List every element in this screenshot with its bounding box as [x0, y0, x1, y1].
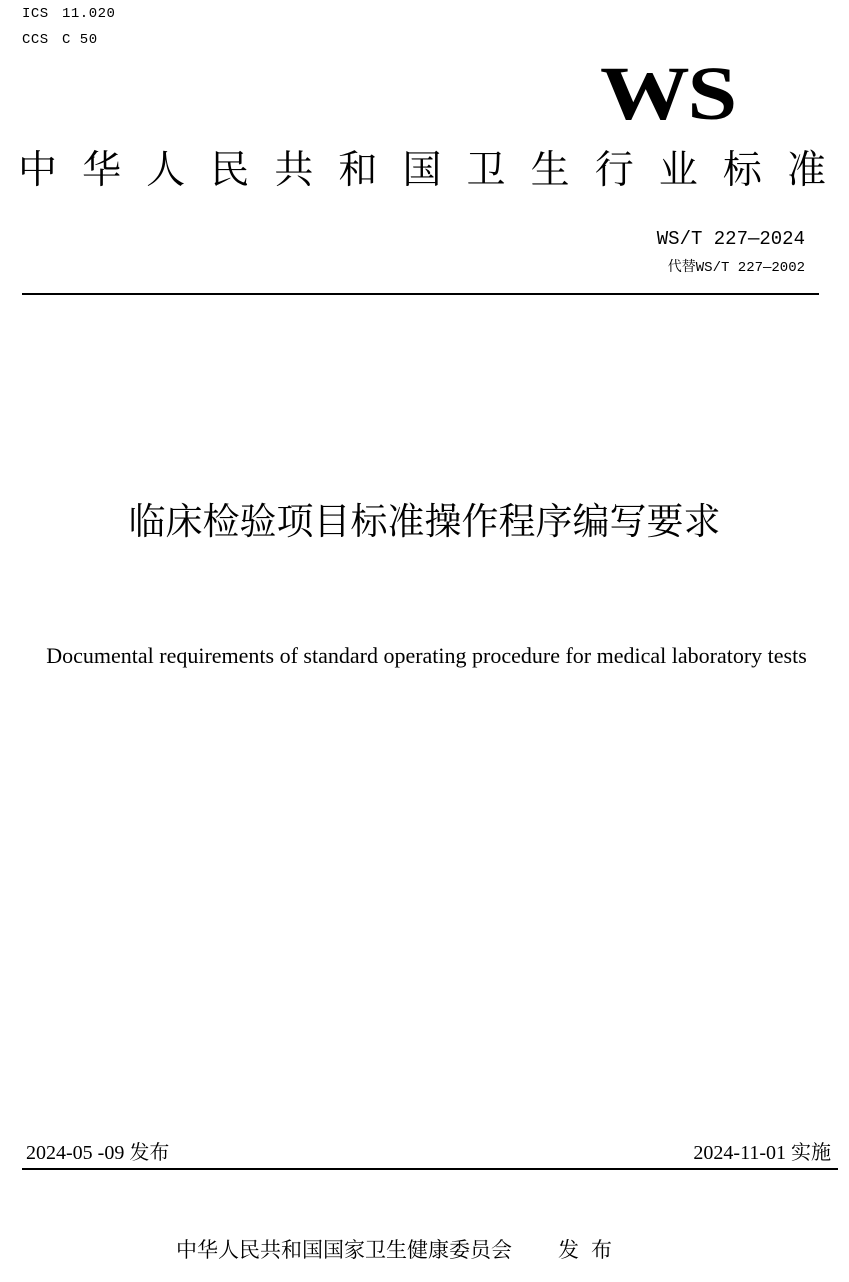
standard-category-title	[18, 148, 826, 194]
release-date: 2024-05 -09	[26, 1142, 125, 1164]
replaces-standard: 代替WS/T 227—2002	[667, 260, 805, 276]
category-char: 华	[82, 148, 122, 193]
category-char: 业	[658, 148, 698, 193]
ccs-value: C 50	[62, 32, 98, 48]
category-char: 卫	[466, 148, 506, 193]
category-char: 中	[18, 148, 58, 193]
issuer-line	[176, 1236, 612, 1264]
document-title-en: Documental requirements of standard operating procedure for medical laboratory tests	[46, 643, 807, 668]
implement-date-line	[693, 1139, 831, 1166]
ccs-classification	[22, 32, 98, 48]
release-label: 发布	[129, 1140, 170, 1164]
category-char: 和	[338, 148, 378, 193]
ics-label: ICS	[22, 6, 49, 22]
header-divider	[22, 293, 819, 295]
category-char: 准	[786, 148, 826, 193]
category-char: 民	[210, 148, 250, 193]
issuer-action-1: 发	[558, 1238, 579, 1262]
category-char: 人	[146, 148, 186, 193]
issuer-name: 中华人民共和国国家卫生健康委员会	[176, 1238, 512, 1262]
document-title-zh: 临床检验项目标准操作程序编写要求	[128, 500, 721, 543]
implement-label: 实施	[791, 1140, 831, 1164]
implement-date: 2024-11-01	[693, 1142, 786, 1164]
ics-value: 11.020	[62, 6, 116, 22]
release-date-line	[26, 1139, 169, 1166]
ccs-label: CCS	[22, 32, 49, 48]
category-char: 标	[722, 148, 762, 193]
footer-divider	[22, 1168, 838, 1170]
category-char: 国	[402, 148, 442, 193]
category-char: 共	[274, 148, 314, 193]
standard-code: WS/T 227—2024	[656, 228, 805, 250]
ws-logo: WS	[600, 52, 735, 136]
issuer-action-2: 布	[591, 1238, 612, 1262]
category-char: 行	[594, 148, 634, 193]
ics-classification	[22, 6, 115, 22]
category-char: 生	[530, 148, 570, 193]
